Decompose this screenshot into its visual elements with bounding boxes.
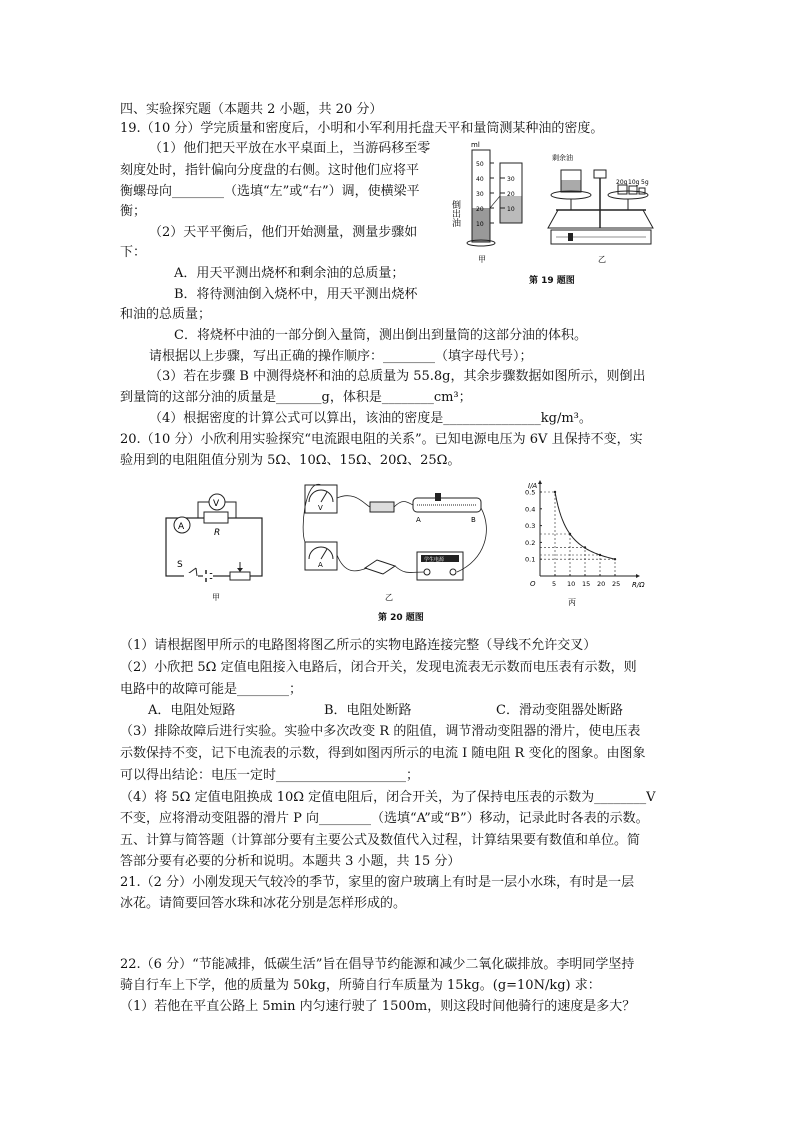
section5-heading-line2: 答部分要有必要的分析和说明。本题共 3 小题，共 15 分） — [120, 854, 461, 869]
rheostat-end-a: A — [416, 516, 421, 524]
y-tick-label: 0.3 — [525, 522, 536, 531]
cyl-tick-50: 50 — [476, 161, 484, 168]
x-axis-arrow — [636, 574, 640, 578]
figure-20-caption: 第 20 题图 — [378, 613, 424, 623]
circuit-switch-label: S — [177, 560, 183, 570]
q19-p1-line1: （1）他们把天平放在水平桌面上，当游码移至零 — [149, 141, 431, 156]
cyl-tick-40: 40 — [476, 176, 484, 183]
circuit-resistor-label: R — [214, 528, 221, 538]
q21-line1: 21.（2 分）小刚发现天气较冷的季节，家里的窗户玻璃上有时是一层小水珠，有时是一层 — [120, 875, 635, 890]
q22-line2: 骑自行车上下学，他的质量为 50kg，所骑自行车质量为 15kg。(g=10N/kg) 求： — [120, 978, 601, 993]
q20-p3-line2: 示数保持不变，记下电流表的示数，得到如图丙所示的电流 I 随电阻 R 变化的图象。由图象 — [120, 746, 646, 761]
y-tick-label: 0.4 — [525, 505, 536, 514]
section5-heading-line1: 五、计算与简答题（计算部分要有主要公式及数值代入过程，计算结果要有数值和单位。简 — [120, 833, 641, 848]
weight-10g: 10g — [628, 179, 640, 186]
y-tick-label: 0.2 — [525, 538, 536, 547]
circuit-voltmeter: V — [213, 499, 220, 509]
cyl-tick-10: 10 — [476, 221, 484, 228]
q20-p2-line2: 电路中的故障可能是________； — [120, 682, 303, 697]
graduated-cylinder — [450, 141, 522, 264]
q20-p4-line2: 不变，应将滑动变阻器的滑片 P 向________（选填“A”或“B”）移动，记录此时各表的示数。 — [120, 811, 649, 826]
meter-voltmeter-label: V — [318, 504, 323, 512]
q19-p2-line1: （2）天平平衡后，他们开始测量，测量步骤如 — [149, 225, 418, 240]
beaker-label: 剩余油 — [552, 154, 573, 162]
fig19-label-yi: 乙 — [598, 255, 606, 264]
q20-p4-line1: （4）将 5Ω 定值电阻换成 10Ω 定值电阻后，闭合开关，为了保持电压表的示数为________V — [120, 790, 656, 805]
chart-curve — [555, 492, 615, 559]
x-tick-label: 25 — [612, 580, 621, 588]
data-point — [584, 546, 586, 548]
fig20-label-bing: 丙 — [568, 598, 576, 607]
figure-19-caption: 第 19 题图 — [529, 276, 575, 286]
fig20-label-yi: 乙 — [385, 593, 393, 602]
q19-p3-line2: 到量筒的这部分油的质量是_______g，体积是________cm³； — [120, 390, 472, 405]
inset-tick-20: 20 — [507, 191, 515, 198]
q19-p3-line1: （3）若在步骤 B 中测得烧杯和油的总质量为 55.8g，其余步骤数据如图所示，则倒出 — [149, 369, 646, 384]
fig20-label-jia: 甲 — [212, 593, 220, 602]
cyl-tick-30: 30 — [476, 191, 484, 198]
q19-p2-line2: 下： — [120, 245, 147, 260]
cyl-tick-20: 20 — [476, 206, 484, 213]
q19-order: 请根据以上步骤，写出正确的操作顺序：________（填字母代号）； — [149, 349, 533, 364]
q19-step-b-line1: B．将待测油倒入烧杯中，用天平测出烧杯 — [174, 287, 418, 302]
q20-choice-b: B．电阻处断路 — [324, 703, 412, 718]
x-axis-label: R/Ω — [632, 581, 645, 589]
q20-stem-line2: 验用到的电阻阻值分别为 5Ω、10Ω、15Ω、20Ω、25Ω。 — [120, 453, 461, 468]
q20-p2-line1: （2）小欣把 5Ω 定值电阻接入电路后，闭合开关，发现电流表无示数而电压表有示数，则 — [120, 660, 637, 675]
data-point — [569, 533, 571, 535]
figure-20-chart — [512, 478, 645, 608]
balance — [548, 153, 653, 264]
x-tick-label: 15 — [582, 580, 591, 588]
origin-label: O — [530, 580, 536, 588]
q19-stem: 19.（10 分）学完质量和密度后，小明和小军利用托盘天平和量筒测某种油的密度。 — [120, 121, 604, 136]
rheostat-end-b: B — [471, 516, 476, 524]
power-source-label: 学生电源 — [424, 557, 445, 563]
y-tick-label: 0.1 — [525, 555, 536, 564]
q19-step-c: C．将烧杯中油的一部分倒入量筒，测出倒出到量筒的这部分油的体积。 — [174, 328, 587, 343]
data-point — [599, 554, 601, 556]
q19-p1-line4: 衡； — [120, 204, 147, 219]
q19-p1-line2: 刻度处时，指针偏向分度盘的右侧。这时他们应将平 — [120, 163, 420, 178]
cylinder-label: 倒出油 — [450, 200, 460, 227]
q20-p3-line3: 可以得出结论：电压一定时____________________； — [120, 768, 420, 783]
x-tick-label: 20 — [597, 580, 606, 588]
weight-5g: 5g — [641, 179, 649, 186]
q19-p4: （4）根据密度的计算公式可以算出，该油的密度是_______________kg/m³。 — [149, 411, 592, 426]
q20-choice-a: A．电阻处短路 — [148, 703, 236, 718]
q20-choice-c: C．滑动变阻器处断路 — [496, 703, 623, 718]
y-tick-label: 0.5 — [525, 488, 536, 497]
fig19-label-jia: 甲 — [478, 255, 486, 264]
q19-step-b-line2: 和油的总质量； — [120, 307, 212, 322]
section4-heading: 四、实验探究题（本题共 2 小题，共 20 分） — [120, 102, 383, 117]
x-tick-label: 10 — [567, 580, 576, 588]
y-axis-label: I/A — [528, 482, 538, 490]
inset-tick-10: 10 — [507, 206, 515, 213]
inset-tick-30: 30 — [507, 176, 515, 183]
y-axis-arrow — [538, 480, 542, 484]
cylinder-unit: ml — [471, 141, 480, 149]
data-point — [554, 491, 556, 493]
q20-stem-line1: 20.（10 分）小欣利用实验探究“电流跟电阻的关系”。已知电源电压为 6V 且保持不变，实 — [120, 432, 643, 447]
x-tick-label: 5 — [552, 580, 557, 588]
q19-p1-line3: 衡螺母向________（选填“左”或“右”）调，使横梁平 — [120, 184, 420, 199]
q20-p1: （1）请根据图甲所示的电路图将图乙所示的实物电路连接完整（导线不允许交叉） — [120, 638, 597, 653]
q22-line1: 22.（6 分）“节能减排，低碳生活”旨在倡导节约能源和减少二氧化碳排放。李明同学坚持 — [120, 957, 635, 972]
figure-20-circuit — [160, 490, 270, 605]
q22-p1: （1）若他在平直公路上 5min 内匀速行驶了 1500m，则这段时间他骑行的速度是多大？ — [120, 999, 636, 1014]
weight-20g: 20g — [616, 179, 628, 186]
q20-p3-line1: （3）排除故障后进行实验。实验中多次改变 R 的阻值，调节滑动变阻器的滑片，使电压表 — [120, 724, 641, 739]
figure-19 — [448, 138, 658, 266]
q21-line2: 冰花。请简要回答水珠和冰花分别是怎样形成的。 — [120, 896, 407, 911]
q19-step-a: A．用天平测出烧杯和剩余油的总质量； — [174, 266, 405, 281]
figure-20-apparatus — [295, 480, 495, 605]
data-point — [614, 558, 616, 560]
circuit-ammeter: A — [178, 522, 185, 532]
meter-ammeter-label: A — [318, 561, 323, 569]
